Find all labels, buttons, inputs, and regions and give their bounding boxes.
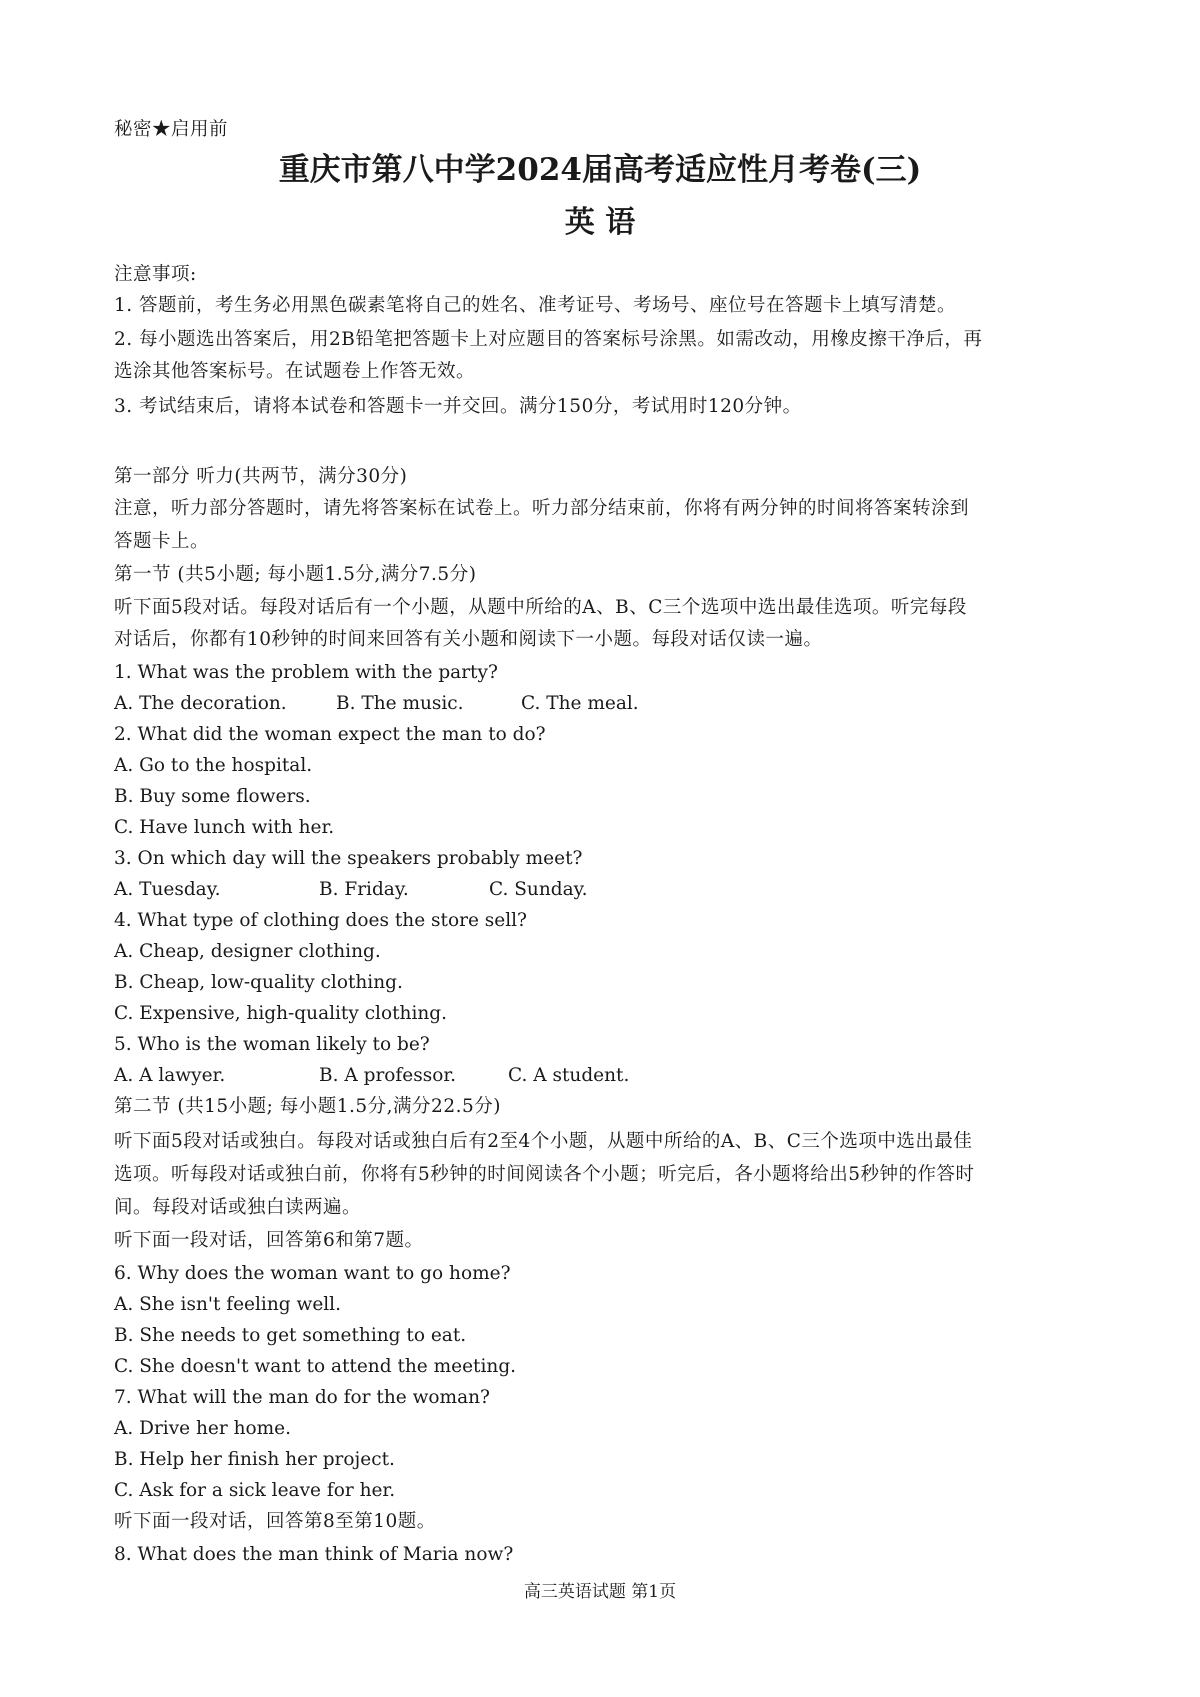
question-stem: 1. What was the problem with the party? bbox=[114, 662, 498, 683]
subject-title: 英 语 bbox=[564, 205, 636, 240]
question-stem: 4. What type of clothing does the store sell? bbox=[114, 910, 527, 931]
question-stem: 6. Why does the woman want to go home? bbox=[114, 1263, 511, 1284]
question-stem: 5. Who is the woman likely to be? bbox=[114, 1034, 430, 1055]
section1-instructions: 听下面5段对话。每段对话后有一个小题，从题中所给的A、B、C三个选项中选出最佳选项。听完每段 bbox=[114, 597, 967, 618]
option-a: A. Go to the hospital. bbox=[114, 755, 313, 776]
option-a: A. She isn't feeling well. bbox=[114, 1294, 341, 1315]
option-a: A. Cheap, designer clothing. bbox=[114, 941, 381, 962]
option-b: B. Friday. bbox=[319, 879, 409, 900]
option-b: B. She needs to get something to eat. bbox=[114, 1325, 467, 1346]
section2-heading: 第二节 (共15小题; 每小题1.5分,满分22.5分) bbox=[114, 1096, 501, 1117]
dialog-instruction: 听下面一段对话，回答第8至第10题。 bbox=[114, 1511, 436, 1532]
part1-note-cont: 答题卡上。 bbox=[114, 531, 210, 552]
section2-instructions-cont: 间。每段对话或独白读两遍。 bbox=[114, 1197, 362, 1218]
option-c: C. Have lunch with her. bbox=[114, 817, 335, 838]
page-footer: 高三英语试题 第1页 bbox=[523, 1582, 677, 1602]
section2-instructions: 听下面5段对话或独白。每段对话或独白后有2至4个小题，从题中所给的A、B、C三个选项中选出最佳 bbox=[114, 1131, 973, 1152]
option-b: B. Cheap, low-quality clothing. bbox=[114, 972, 403, 993]
section2-instructions-cont: 选项。听每段对话或独白前，你将有5秒钟的时间阅读各个小题；听完后，各小题将给出5秒钟的作答时 bbox=[114, 1164, 975, 1185]
option-b: B. The music. bbox=[336, 693, 464, 714]
part1-heading: 第一部分 听力(共两节，满分30分) bbox=[114, 466, 408, 487]
part1-note: 注意，听力部分答题时，请先将答案标在试卷上。听力部分结束前，你将有两分钟的时间将答案转涂到 bbox=[114, 498, 970, 519]
option-c: C. Ask for a sick leave for her. bbox=[114, 1480, 396, 1501]
option-a: A. Tuesday. bbox=[114, 879, 221, 900]
option-c: C. The meal. bbox=[521, 693, 639, 714]
question-stem: 8. What does the man think of Maria now? bbox=[114, 1544, 514, 1565]
notice-item-2-cont: 选涂其他答案标号。在试题卷上作答无效。 bbox=[114, 361, 476, 382]
option-a: A. Drive her home. bbox=[114, 1418, 292, 1439]
question-stem: 7. What will the man do for the woman? bbox=[114, 1387, 490, 1408]
option-a: A. A lawyer. bbox=[114, 1065, 226, 1086]
option-c: C. Expensive, high-quality clothing. bbox=[114, 1003, 448, 1024]
option-a: A. The decoration. bbox=[114, 693, 287, 714]
question-stem: 2. What did the woman expect the man to do? bbox=[114, 724, 546, 745]
option-b: B. Help her finish her project. bbox=[114, 1449, 395, 1470]
option-c: C. Sunday. bbox=[489, 879, 588, 900]
question-stem: 3. On which day will the speakers probably meet? bbox=[114, 848, 583, 869]
notice-item-3: 3. 考试结束后，请将本试卷和答题卡一并交回。满分150分，考试用时120分钟。 bbox=[114, 396, 802, 417]
dialog-instruction: 听下面一段对话，回答第6和第7题。 bbox=[114, 1230, 424, 1251]
secret-mark: 秘密★启用前 bbox=[114, 119, 229, 140]
option-c: C. A student. bbox=[508, 1065, 630, 1086]
exam-title: 重庆市第八中学2024届高考适应性月考卷(三) bbox=[278, 152, 922, 188]
option-c: C. She doesn't want to attend the meeting. bbox=[114, 1356, 517, 1377]
option-b: B. A professor. bbox=[319, 1065, 457, 1086]
option-b: B. Buy some flowers. bbox=[114, 786, 311, 807]
notice-item-2: 2. 每小题选出答案后，用2B铅笔把答题卡上对应题目的答案标号涂黑。如需改动，用橡皮擦干净后，再 bbox=[114, 329, 983, 350]
notice-heading: 注意事项: bbox=[114, 264, 197, 285]
notice-item-1: 1. 答题前，考生务必用黑色碳素笔将自己的姓名、准考证号、考场号、座位号在答题卡上填写清楚。 bbox=[114, 295, 957, 316]
section1-heading: 第一节 (共5小题; 每小题1.5分,满分7.5分) bbox=[114, 564, 477, 585]
section1-instructions-cont: 对话后，你都有10秒钟的时间来回答有关小题和阅读下一小题。每段对话仅读一遍。 bbox=[114, 629, 823, 650]
